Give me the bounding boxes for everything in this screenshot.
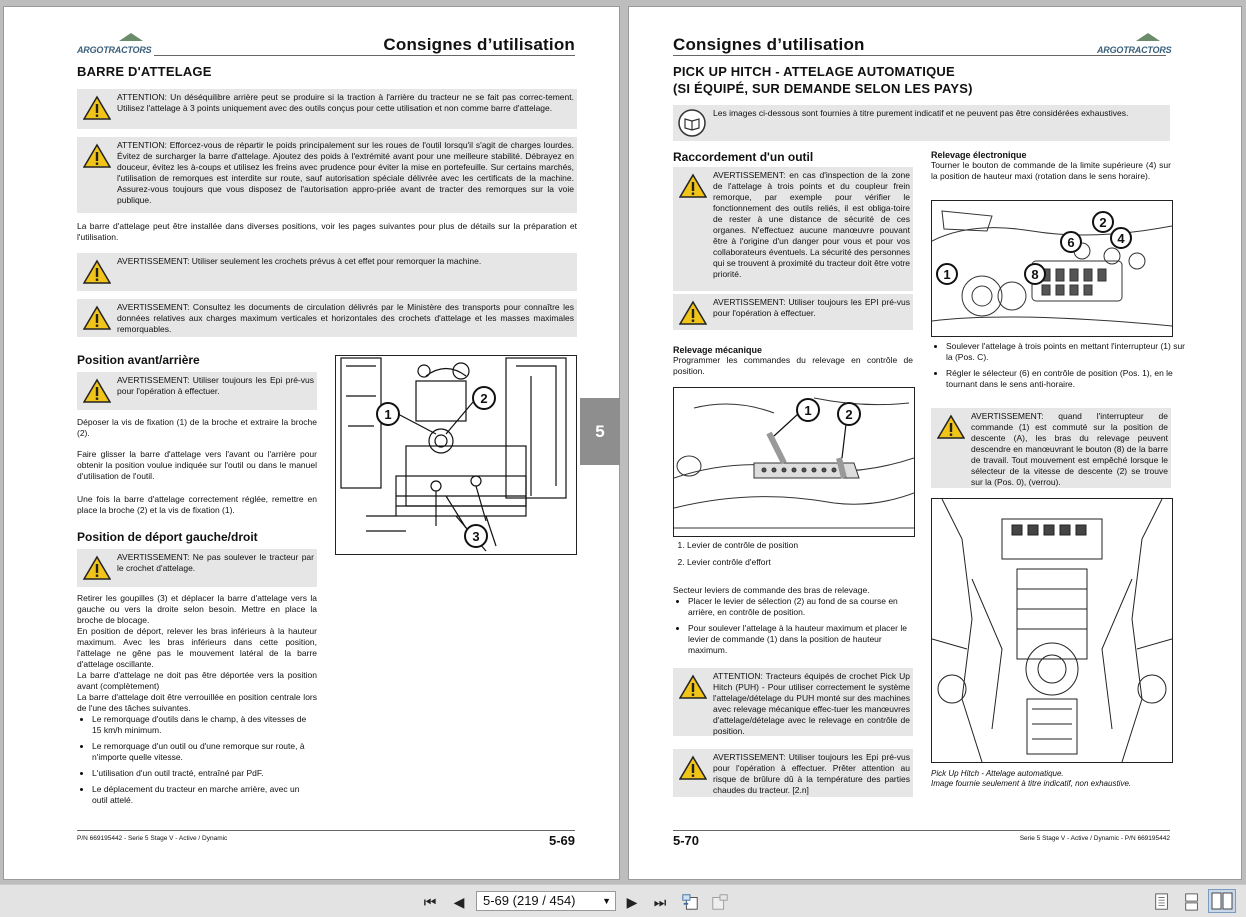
callout-3: 3 bbox=[464, 524, 488, 548]
callout-4: 4 bbox=[1110, 227, 1132, 249]
warning-box bbox=[77, 89, 577, 129]
footer-rule bbox=[77, 830, 575, 831]
list-item: • Soulever l'attelage à trois points en mettant l'interrupteur (1) sur la (Pos. C). bbox=[946, 341, 1186, 363]
paragraph: Retirer les goupilles (3) et déplacer la barre d'attelage vers la gauche ou vers la droite selon besoin. Mettre en place la broche de blocage. bbox=[77, 593, 317, 625]
list-item: • Le remorquage d'outils dans le champ, à des vitesses de 15 km/h minimum. bbox=[92, 714, 317, 736]
warning-text: AVERTISSEMENT: Ne pas soulever le tracteur par le crochet d'attelage. bbox=[117, 552, 314, 573]
warning-box bbox=[673, 294, 913, 330]
electronic-steps-list bbox=[931, 341, 1186, 395]
pick-up-hitch-figure bbox=[931, 498, 1173, 763]
callout-1: 1 bbox=[936, 263, 958, 285]
list-item: • Le déplacement du tracteur en marche arrière, avec un outil attelé. bbox=[92, 784, 317, 806]
paragraph: La barre d'attelage doit être verrouillée en position centrale lors de l'une des tâches suivantes. bbox=[77, 692, 317, 713]
page-number: 5-69 bbox=[548, 833, 575, 848]
paragraph: En position de déport, relever les bras inférieurs à la hauteur maximum. Avec les bras inférieurs dans cette position, l'attelage ne gêne pas le mouvement latéral de la barre d'attelage oscillante. bbox=[77, 626, 317, 669]
warning-box bbox=[931, 408, 1171, 488]
callout-8: 8 bbox=[1024, 263, 1046, 285]
callout-6: 6 bbox=[1060, 231, 1082, 253]
info-box bbox=[673, 105, 1170, 141]
paragraph: Faire glisser la barre d'attelage vers l'avant ou l'arrière pour obtenir la position voulue indiquée sur l'outil ou dans le manuel d'utilisation de l'outil. bbox=[77, 449, 317, 481]
figure-caption: Image fournie seulement à titre indicatif, non exhaustive. bbox=[931, 779, 1132, 788]
list-item: • Le remorquage d'un outil ou d'une remorque sur route, à n'importe quelle vitesse. bbox=[92, 741, 317, 763]
footer-text: P/N 669195442 - Serie 5 Stage V - Active / Dynamic bbox=[77, 835, 228, 842]
control-panel-illustration bbox=[932, 201, 1172, 336]
chapter-tab: 5 bbox=[580, 398, 620, 465]
warning-text: AVERTISSEMENT: en cas d'inspection de la zone de l'attelage à trois points et du coupleur frein remorque, par exemple pour vérifier le fonctionnement des outils reliés, il est obliga-toire de rester à une distance de sécurité de ces organes. N'effectuez aucune manœuvre pouvant être à l'origine d'un danger pour vous et pour vos collaborateurs éventuels. La sécurité des personnes qui se trouvent à proximité du tracteur doit être votre priorité. bbox=[713, 170, 911, 279]
first-page-button[interactable]: ⏮ bbox=[423, 893, 437, 910]
warning-text: AVERTISSEMENT: Consultez les documents de circulation délivrés par le Ministère des transports pour connaître les données relatives aux charges maximum verticales et horizontales des crochets d'attelage et les masses maximales remorquables. bbox=[117, 302, 574, 334]
next-page-button[interactable]: ▶ bbox=[626, 893, 638, 910]
subsection-title: Position de déport gauche/droit bbox=[77, 530, 258, 544]
brand-logo: ARGOTRACTORS bbox=[1097, 45, 1172, 55]
legend-item: 1. Levier de contrôle de position bbox=[687, 540, 927, 551]
legend-item: 2. Levier contrôle d'effort bbox=[687, 557, 927, 568]
continuous-view-icon[interactable] bbox=[1183, 893, 1201, 911]
warning-box bbox=[673, 167, 913, 291]
warning-text: ATTENTION: Efforcez-vous de répartir le poids principalement sur les roues de l'outil lorsqu'il s'agit de charges lourdes. Évitez de surcharger la barre d'attelage. Ajoutez des poids à l'extrémité avant pour une meilleure stabilité. Débrayez en douceur, évitez les à-coups et utilisez les freins avec prudence pour éviter la mise en portefeuille. Sur certains marchés, l'utilisation de remorques est interdite sur route, sauf autorisation spéciale délivrée avec les certificats de la machine. Assurez-vous toujours que vous disposez de l'autorisation appro-priée avant de tracter des remorques sur la voie publique. bbox=[117, 140, 574, 205]
right-page bbox=[628, 6, 1242, 880]
info-text: Les images ci-dessous sont fournies à titre purement indicatif et ne peuvent pas être considérées exhaustives. bbox=[713, 108, 1129, 118]
argo-logo-mark-icon bbox=[117, 32, 145, 42]
hitch-drawbar-figure bbox=[335, 355, 577, 555]
warning-triangle-icon bbox=[679, 300, 707, 326]
section-title: BARRE D'ATTELAGE bbox=[77, 64, 212, 79]
header-rule bbox=[673, 55, 1166, 56]
section-title: PICK UP HITCH - ATTELAGE AUTOMATIQUE bbox=[673, 64, 955, 79]
warning-text: AVERTISSEMENT: Utiliser seulement les crochets prévus à cet effet pour remorquer la machine. bbox=[117, 256, 482, 266]
paragraph: Programmer les commandes du relevage en contrôle de position. bbox=[673, 355, 913, 376]
callout-2: 2 bbox=[472, 386, 496, 410]
warning-box bbox=[673, 668, 913, 736]
page-header-title: Consignes d’utilisation bbox=[673, 35, 865, 54]
warning-triangle-icon bbox=[83, 305, 111, 331]
page-header-title: Consignes d’utilisation bbox=[383, 35, 575, 54]
info-book-icon bbox=[677, 108, 707, 138]
go-back-view-icon[interactable] bbox=[681, 893, 699, 911]
lever-legend bbox=[673, 540, 927, 574]
header-rule bbox=[154, 55, 575, 56]
warning-box bbox=[77, 372, 317, 410]
figure-caption: Pick Up Hitch - Attelage automatique. bbox=[931, 769, 1064, 778]
footer-rule bbox=[673, 830, 1170, 831]
paragraph: Déposer la vis de fixation (1) de la broche et extraire la broche (2). bbox=[77, 417, 317, 438]
callout-leaders bbox=[336, 356, 576, 554]
warning-triangle-icon bbox=[83, 259, 111, 285]
callout-leaders bbox=[674, 388, 914, 536]
warning-text: AVERTISSEMENT: Utiliser toujours les Epi pré-vus pour l'opération à effectuer. bbox=[117, 375, 314, 396]
electronic-lift-figure bbox=[931, 200, 1173, 337]
two-page-view-icon bbox=[1209, 890, 1235, 912]
warning-triangle-icon bbox=[83, 95, 111, 121]
page-select[interactable] bbox=[476, 891, 616, 911]
paragraph: La barre d'attelage ne doit pas être déportée vers la position avant (complètement) bbox=[77, 670, 317, 691]
warning-triangle-icon bbox=[83, 555, 111, 581]
warning-triangle-icon bbox=[679, 173, 707, 199]
intro-paragraph: La barre d'attelage peut être installée dans diverses positions, voir les pages suivantes pour plus de détails sur la préparation et l'utilisation. bbox=[77, 221, 577, 242]
subsection-title: Raccordement d'un outil bbox=[673, 150, 814, 164]
viewer-toolbar bbox=[0, 884, 1246, 917]
two-page-view-button[interactable] bbox=[1208, 889, 1236, 913]
warning-triangle-icon bbox=[679, 674, 707, 700]
warning-box bbox=[77, 137, 577, 213]
list-item: • Placer le levier de sélection (2) au fond de sa course en arrière, en contrôle de position. bbox=[688, 596, 913, 618]
paragraph: Une fois la barre d'attelage correctement réglée, remettre en place la broche (2) et la vis de fixation (1). bbox=[77, 494, 317, 515]
section-title: (SI ÉQUIPÉ, SUR DEMANDE SELON LES PAYS) bbox=[673, 81, 973, 96]
warning-text: ATTENTION: Tracteurs équipés de crochet Pick Up Hitch (PUH) - Pour utiliser correctement le système l'attelage/dételage du PUH monté sur des machines avec relevage mécanique effec-tuer les manœuvres d'attelage/dételage avec le relevage en contrôle de position. bbox=[713, 671, 910, 736]
subsection-title: Position avant/arrière bbox=[77, 353, 200, 367]
page-number: 5-70 bbox=[673, 833, 700, 848]
subsection-title: Relevage mécanique bbox=[673, 345, 763, 355]
warning-triangle-icon bbox=[937, 414, 965, 440]
offset-text-block bbox=[77, 593, 317, 811]
paragraph: Secteur leviers de commande des bras de relevage. bbox=[673, 585, 870, 595]
warning-triangle-icon bbox=[83, 143, 111, 169]
warning-text: AVERTISSEMENT: Utiliser toujours les Epi pré-vus pour l'opération à effectuer. Prêter attention au risque de brûlure dû à la température des parties chaudes du tracteur. [2.n] bbox=[713, 752, 910, 795]
go-forward-view-icon[interactable] bbox=[711, 893, 729, 911]
warning-box bbox=[77, 549, 317, 587]
warning-text: ATTENTION: Un déséquilibre arrière peut se produire si la traction à l'arrière du tracteur ne se fait pas correc-tement. Utilisez l'attelage à 3 points uniquement avec des outils conçus pour cette utilisation et non comme barre d'attelage. bbox=[117, 92, 574, 113]
steps-list bbox=[673, 596, 913, 656]
single-page-view-icon[interactable] bbox=[1153, 893, 1171, 911]
warning-text: AVERTISSEMENT: quand l'interrupteur de commande (1) est commuté sur la position de descente (A), les bras du relevage peuvent descendre en manœuvrant le bouton (8) de la barre de travail. Tout mouvement est empêché lorsque le sélecteur de la vitesse de descente (2) se trouve sur la (Pos. 0), (verrou). bbox=[971, 411, 1168, 487]
subsection-title: Relevage électronique bbox=[931, 150, 1027, 160]
pick-up-hitch-illustration bbox=[932, 499, 1172, 762]
warning-box bbox=[77, 299, 577, 337]
warning-text: AVERTISSEMENT: Utiliser toujours les EPI pré-vus pour l'opération à effectuer. bbox=[713, 297, 910, 318]
callout-2: 2 bbox=[837, 402, 861, 426]
warning-triangle-icon bbox=[83, 378, 111, 404]
mechanical-lift-figure bbox=[673, 387, 915, 537]
previous-page-button[interactable]: ◀ bbox=[453, 893, 465, 910]
list-item: • Pour soulever l'attelage à la hauteur maximum et placer le levier de commande (1) dans la position de hauteur maximum. bbox=[688, 623, 913, 656]
conditions-list bbox=[77, 714, 317, 806]
callout-2: 2 bbox=[1092, 211, 1114, 233]
paragraph: Tourner le bouton de commande de la limite supérieure (4) sur la position de hauteur maxi (rotation dans le sens horaire). bbox=[931, 160, 1171, 181]
mechanical-steps bbox=[673, 585, 913, 661]
callout-1: 1 bbox=[376, 402, 400, 426]
left-page bbox=[3, 6, 620, 880]
chevron-down-icon: ▼ bbox=[602, 896, 611, 906]
warning-box bbox=[77, 253, 577, 291]
warning-triangle-icon bbox=[679, 755, 707, 781]
footer-text: Serie 5 Stage V - Active / Dynamic - P/N 669195442 bbox=[1019, 835, 1170, 842]
callout-1: 1 bbox=[796, 398, 820, 422]
argo-logo-mark-icon bbox=[1134, 32, 1162, 42]
last-page-button[interactable]: ⏭ bbox=[653, 893, 667, 910]
warning-box bbox=[673, 749, 913, 797]
brand-logo: ARGOTRACTORS bbox=[77, 45, 152, 55]
page-indicator: 5-69 (219 / 454) bbox=[483, 893, 576, 908]
list-item: • L'utilisation d'un outil tracté, entraîné par PdF. bbox=[92, 768, 317, 779]
list-item: • Régler le sélecteur (6) en contrôle de position (Pos. 1), en le tournant dans le sens anti-horaire. bbox=[946, 368, 1186, 390]
